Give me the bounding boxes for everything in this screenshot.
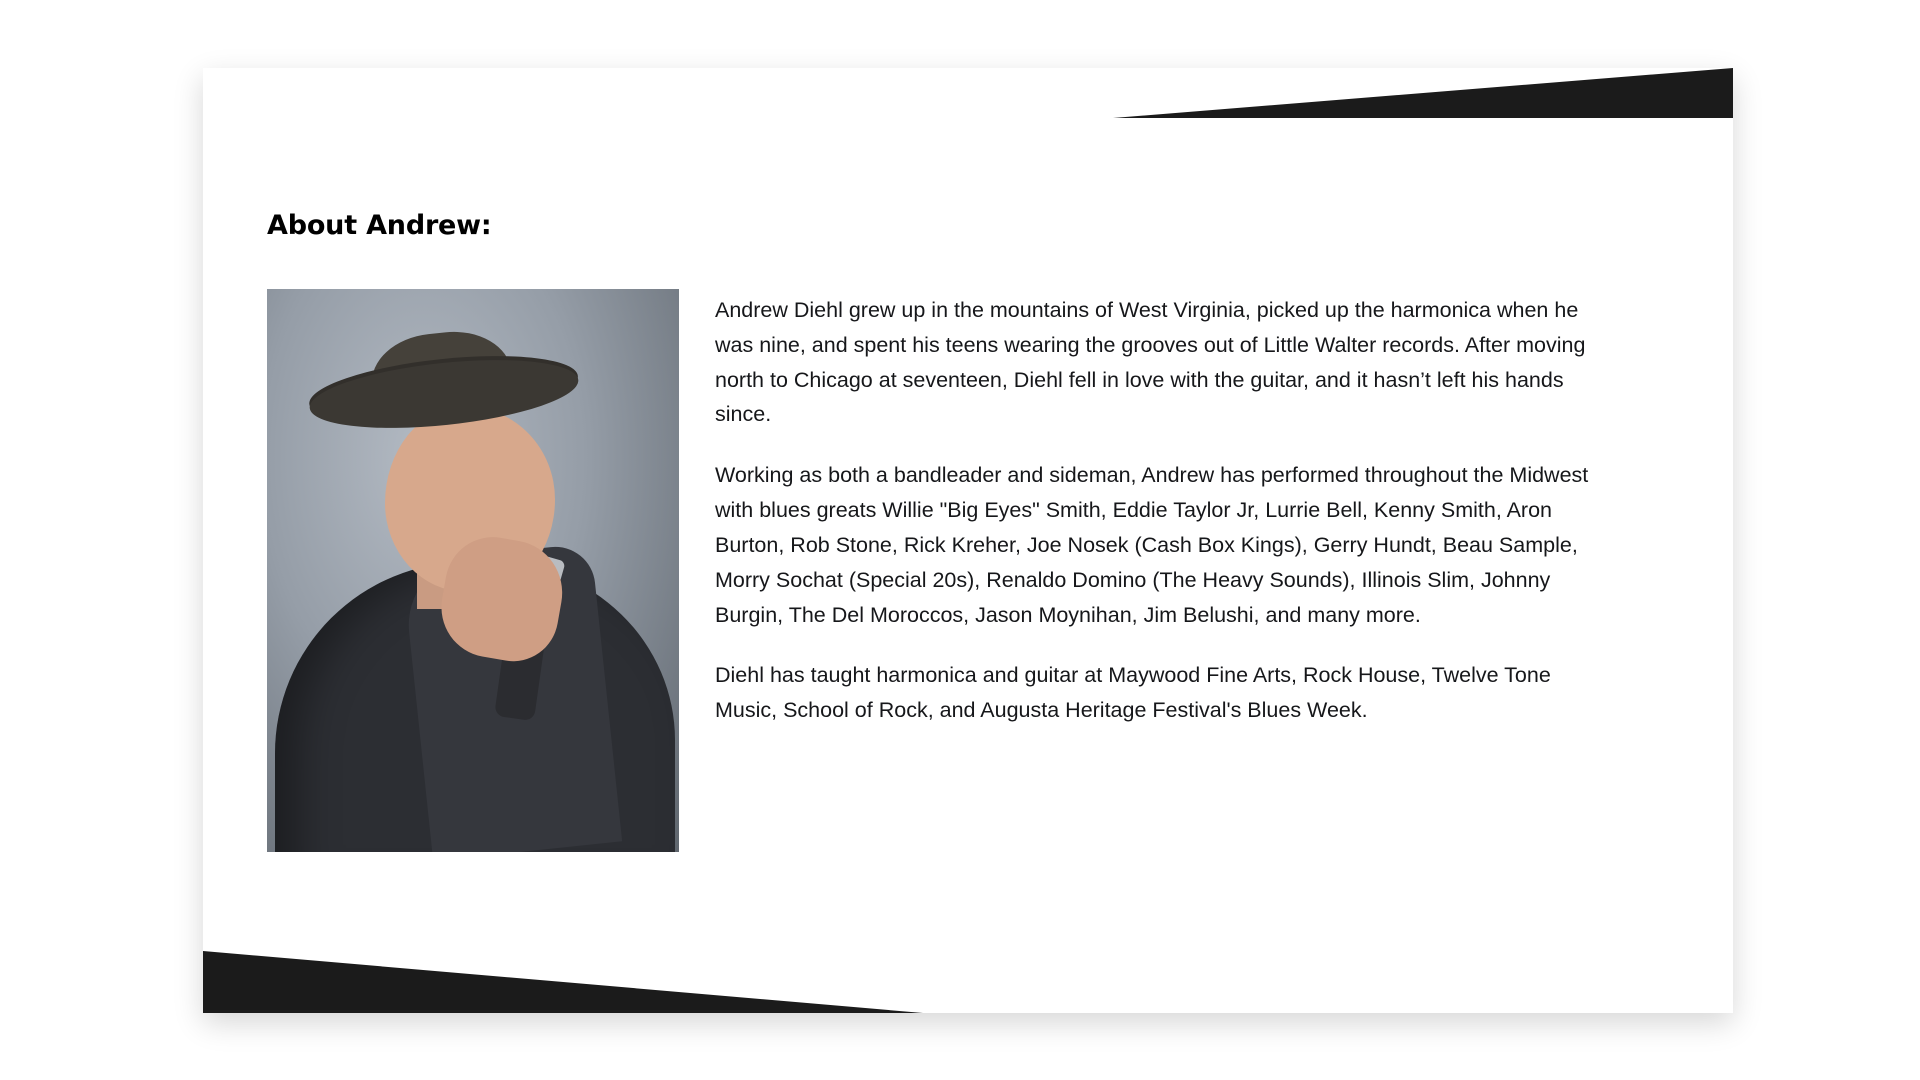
bio-paragraph: Diehl has taught harmonica and guitar at Maywood Fine Arts, Rock House, Twelve Tone Music, School of Rock, and Augusta Heritage Festival's Blues Week.	[715, 663, 1551, 723]
bio-paragraph: Andrew Diehl grew up in the mountains of West Virginia, picked up the harmonica when he was nine, and spent his teens wearing the grooves out of Little Walter records. After moving north to Chicago at seventeen, Diehl fell in love with the guitar, and it hasn’t left his hands since.	[715, 298, 1586, 427]
about-card	[203, 68, 1733, 1013]
about-body	[267, 289, 1667, 852]
decorative-wedge-top-right	[1113, 68, 1733, 118]
bio-paragraph: Working as both a bandleader and sideman, Andrew has performed throughout the Midwest with blues greats Willie "Big Eyes" Smith, Eddie Taylor Jr, Lurrie Bell, Kenny Smith, Aron Burton, Rob Stone, Rick Kreher, Joe Nosek (Cash Box Kings), Gerry Hundt, Beau Sample, Morry Sochat (Special 20s), Renaldo Domino (The Heavy Sounds), Illinois Slim, Johnny Burgin, The Del Moroccos, Jason Moynihan, Jim Belushi, and many more.	[715, 463, 1589, 627]
about-content	[267, 210, 1667, 852]
bio-text-column	[715, 289, 1667, 728]
decorative-wedge-bottom-left	[203, 951, 923, 1013]
artist-portrait-image	[267, 289, 679, 852]
page-title: About Andrew:	[267, 210, 492, 241]
